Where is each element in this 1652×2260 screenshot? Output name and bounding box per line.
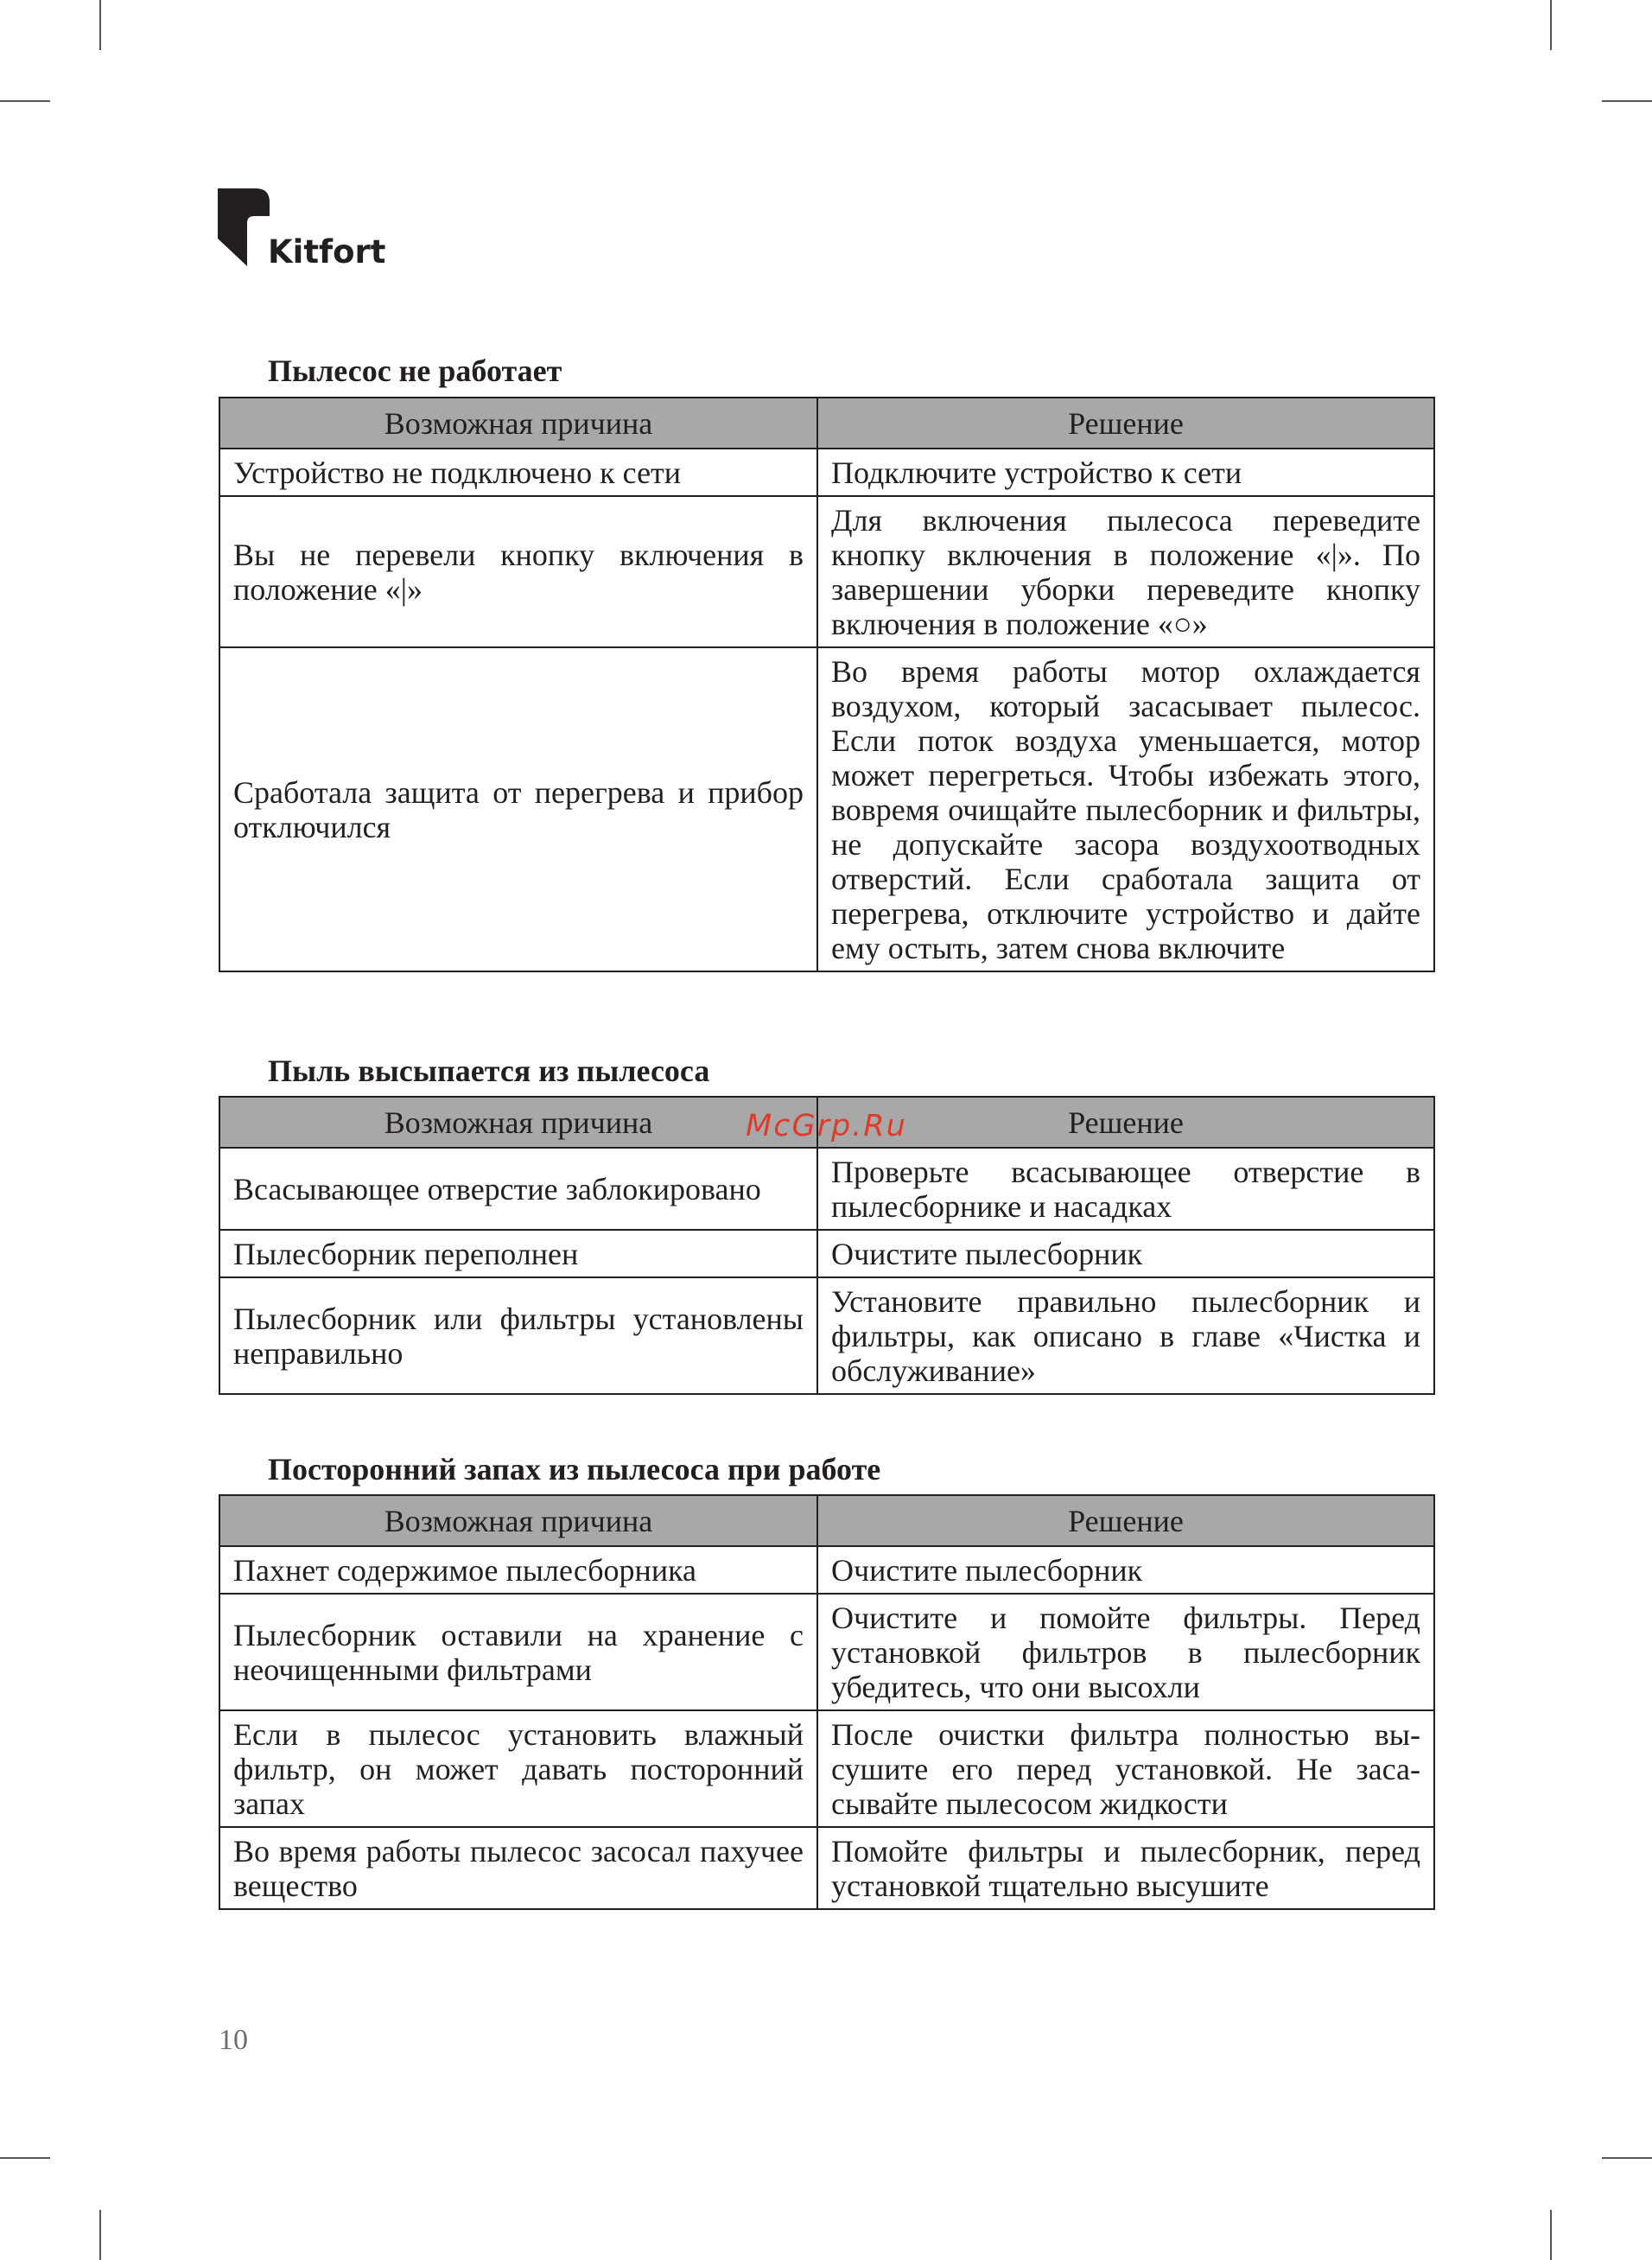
solution-cell: Подключите устройство к сети <box>817 449 1434 496</box>
cause-cell: Во время работы пылесос засосал пахучее вещество <box>219 1827 817 1909</box>
table-row <box>219 449 1434 496</box>
section-title: Пыль высыпается из пылесоса <box>268 1054 710 1088</box>
crop-mark <box>1602 2157 1652 2159</box>
solution-cell: Очистите пылесборник <box>817 1230 1434 1277</box>
cause-cell: Пылесборник оставили на хранение с неочищенными фильтрами <box>219 1594 817 1710</box>
crop-mark <box>0 100 50 102</box>
table-row <box>219 647 1434 971</box>
cause-cell: Устройство не подключено к сети <box>219 449 817 496</box>
cause-cell: Пахнет содержимое пылесборника <box>219 1546 817 1594</box>
brand-logo <box>218 188 391 275</box>
table-row <box>219 1710 1434 1827</box>
header-solution: Решение <box>817 1097 1434 1148</box>
troubleshooting-table <box>219 397 1435 972</box>
section-title: Пылесос не работает <box>268 353 562 388</box>
cause-cell: Сработала защита от перегрева и прибор отключился <box>219 647 817 971</box>
table-header-row <box>219 1495 1434 1546</box>
solution-cell: Очистите пылесборник <box>817 1546 1434 1594</box>
table-row <box>219 496 1434 647</box>
table-header-row <box>219 398 1434 449</box>
cause-cell: Если в пылесос установить влажный фильтр, он может давать посторонний запах <box>219 1710 817 1827</box>
cause-cell: Всасывающее отверстие заблокировано <box>219 1148 817 1230</box>
solution-cell: Очистите и помойте фильтры. Перед установкой фильтров в пылесборник убедитесь, что они высохли <box>817 1594 1434 1710</box>
crop-mark <box>1550 2210 1552 2260</box>
brand-name: Kitfort <box>268 233 386 271</box>
cause-cell: Вы не перевели кнопку включения в положение «|» <box>219 496 817 647</box>
cause-cell: Пылесборник или фильтры установлены неправильно <box>219 1277 817 1394</box>
watermark: McGrp.Ru <box>746 1109 907 1143</box>
crop-mark <box>1602 100 1652 102</box>
crop-mark <box>99 0 101 50</box>
crop-mark <box>99 2210 101 2260</box>
solution-cell: Помойте фильтры и пылесборник, перед установкой тщательно высушите <box>817 1827 1434 1909</box>
table-row <box>219 1827 1434 1909</box>
table-row <box>219 1546 1434 1594</box>
header-solution: Решение <box>817 1495 1434 1546</box>
troubleshooting-table <box>219 1494 1435 1910</box>
solution-cell: Для включения пылесоса переведите кнопку включения в положение «|». По завершении уборки переведите кнопку включения в положение «○» <box>817 496 1434 647</box>
page-number: 10 <box>219 2024 248 2056</box>
cause-cell: Пылесборник переполнен <box>219 1230 817 1277</box>
header-cause: Возможная причина <box>219 1495 817 1546</box>
solution-cell: Во время работы мотор охлаждается воздухом, который засасывает пылесос. Если поток воздуха уменьшается, мотор может перегреться. Чтобы избежать этого, вовремя очищайте пылесборник и фильтры, не допускайте засора воздухоотводных отверстий. Если сработала защита от перегрева, отключите устройство и дайте ему остыть, затем снова включите <box>817 647 1434 971</box>
solution-cell: Установите правильно пылесборник и фильтры, как описано в главе «Чистка и обслуживание» <box>817 1277 1434 1394</box>
header-cause: Возможная причина <box>219 1097 817 1148</box>
solution-cell: Проверьте всасывающее отверстие в пылесборнике и насадках <box>817 1148 1434 1230</box>
section-title: Посторонний запах из пылесоса при работе <box>268 1452 881 1487</box>
header-solution: Решение <box>817 398 1434 449</box>
table-row <box>219 1594 1434 1710</box>
crop-mark <box>1550 0 1552 50</box>
crop-mark <box>0 2157 50 2159</box>
table-row <box>219 1230 1434 1277</box>
solution-cell: После очистки фильтра полностью высушите его перед установкой. Не засасывайте пылесосом жидкости <box>817 1710 1434 1827</box>
kitfort-logo-icon <box>218 188 270 268</box>
table-row <box>219 1148 1434 1230</box>
header-cause: Возможная причина <box>219 398 817 449</box>
table-row <box>219 1277 1434 1394</box>
